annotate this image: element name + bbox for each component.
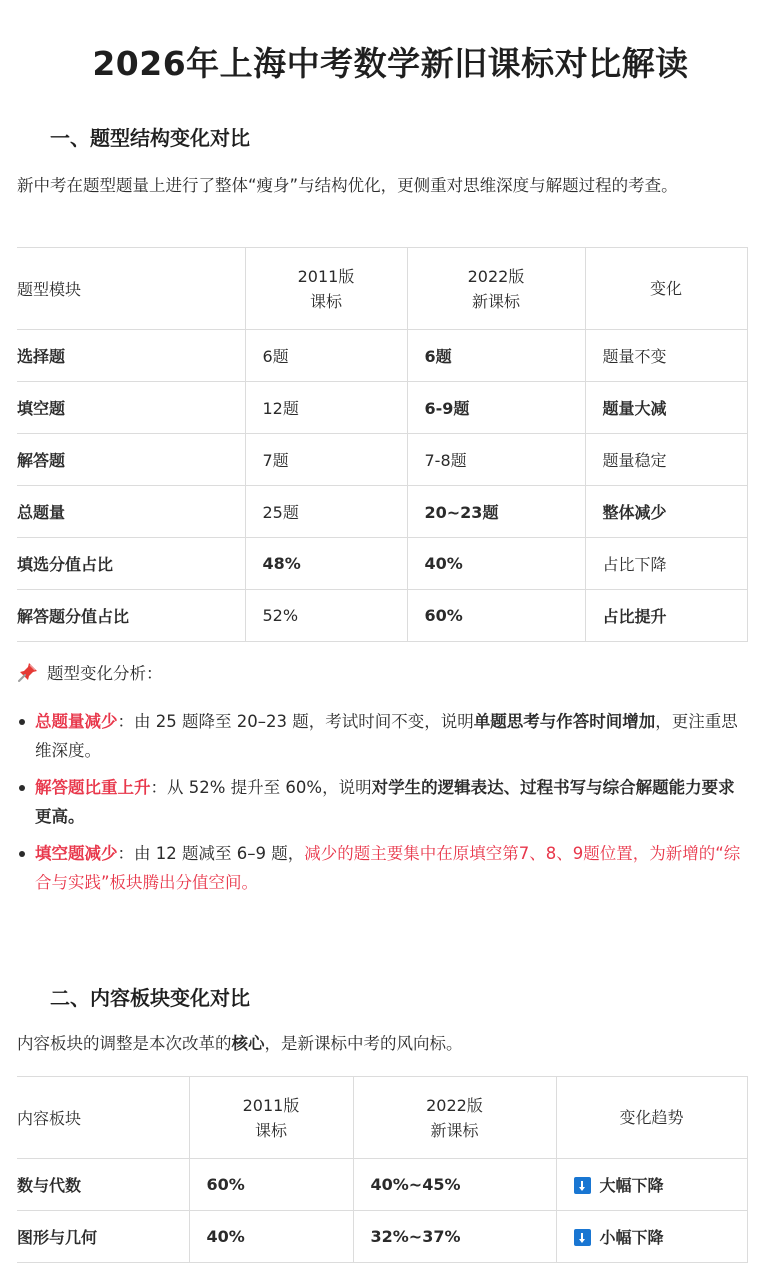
table-cell: 52% (245, 590, 407, 642)
list-item (17, 773, 747, 831)
table-cell: 图形与几何 (17, 1211, 189, 1263)
section2-heading: 二、内容板块变化对比 (50, 986, 250, 1010)
table-cell: 大幅下降 (556, 1159, 747, 1211)
header-cell: 题型模块 (17, 248, 245, 330)
section1-intro: 新中考在题型题量上进行了整体“瘦身”与结构优化，更侧重对思维深度与解题过程的考查。 (17, 176, 678, 195)
header-cell: 2022版 新课标 (353, 1077, 556, 1159)
table-cell: 整体减少 (585, 486, 747, 538)
table-cell: 6题 (245, 330, 407, 382)
table-row (17, 538, 747, 590)
header-cell: 内容板块 (17, 1077, 189, 1159)
pushpin-icon (17, 661, 39, 683)
table-cell: 占比下降 (585, 538, 747, 590)
bullet-highlight: 减少的题主要集中在原填空第7、8、9题位置，为新增的“综合与实践”板块腾出分值空间。 (35, 844, 741, 892)
table-row (17, 486, 747, 538)
bullet-dot (19, 719, 25, 725)
analysis-list (17, 707, 747, 905)
bullet-text: ：由 12 题减至 6–9 题， (117, 844, 305, 863)
page-title: 2026年上海中考数学新旧课标对比解读 (92, 44, 689, 83)
bullet-emphasis: 对学生的逻辑表达、过程书写与综合解题能力要求更高。 (35, 778, 735, 826)
table-cell: 6题 (407, 330, 585, 382)
table-header-row (17, 248, 747, 330)
table-cell: 解答题 (17, 434, 245, 486)
analysis-label-row (17, 660, 163, 684)
table-cell: 题量大减 (585, 382, 747, 434)
table-cell: 12题 (245, 382, 407, 434)
table-cell: 48% (245, 538, 407, 590)
table-cell: 题量不变 (585, 330, 747, 382)
section2-intro: 内容板块的调整是本次改革的核心，是新课标中考的风向标。 (17, 1034, 463, 1053)
table-row (17, 330, 747, 382)
table-cell: 6-9题 (407, 382, 585, 434)
table-header-row (17, 1077, 747, 1159)
bullet-dot (19, 785, 25, 791)
header-cell: 变化趋势 (556, 1077, 747, 1159)
table-cell: 32%~37% (353, 1211, 556, 1263)
analysis-label: 题型变化分析： (47, 664, 163, 683)
down-arrow-icon (574, 1177, 591, 1194)
list-item (17, 839, 747, 897)
table-cell: 25题 (245, 486, 407, 538)
table-cell: 40%~45% (353, 1159, 556, 1211)
header-cell: 2011版 课标 (245, 248, 407, 330)
section1-heading: 一、题型结构变化对比 (50, 126, 250, 150)
header-cell: 2011版 课标 (189, 1077, 353, 1159)
table-cell: 题量稳定 (585, 434, 747, 486)
table-row (17, 434, 747, 486)
table-cell: 总题量 (17, 486, 245, 538)
bullet-key: 总题量减少 (35, 712, 118, 731)
table-cell: 20~23题 (407, 486, 585, 538)
table-cell: 小幅下降 (556, 1211, 747, 1263)
bullet-text: ：从 52% 提升至 60%，说明 (150, 778, 372, 797)
bullet-emphasis: 单题思考与作答时间增加 (473, 712, 656, 731)
bullet-text: ，更注重思维深度。 (35, 712, 738, 760)
table-cell: 60% (189, 1159, 353, 1211)
table-row (17, 590, 747, 642)
table-cell: 解答题分值占比 (17, 590, 245, 642)
question-type-table (17, 247, 748, 642)
bullet-key: 解答题比重上升 (35, 778, 151, 797)
list-item (17, 707, 747, 765)
bullet-dot (19, 851, 25, 857)
table-cell: 7-8题 (407, 434, 585, 486)
bullet-text: ：由 25 题降至 20–23 题，考试时间不变，说明 (117, 712, 474, 731)
table-cell: 数与代数 (17, 1159, 189, 1211)
table-cell: 选择题 (17, 330, 245, 382)
header-cell: 2022版 新课标 (407, 248, 585, 330)
table-cell: 填选分值占比 (17, 538, 245, 590)
table-cell: 占比提升 (585, 590, 747, 642)
table-row (17, 1211, 747, 1263)
table-cell: 60% (407, 590, 585, 642)
table-cell: 填空题 (17, 382, 245, 434)
table-cell: 40% (189, 1211, 353, 1263)
bullet-key: 填空题减少 (35, 844, 118, 863)
table-cell: 7题 (245, 434, 407, 486)
content-block-table (17, 1076, 748, 1263)
header-cell: 变化 (585, 248, 747, 330)
table-row (17, 382, 747, 434)
table-row (17, 1159, 747, 1211)
table-cell: 40% (407, 538, 585, 590)
down-arrow-icon (574, 1229, 591, 1246)
